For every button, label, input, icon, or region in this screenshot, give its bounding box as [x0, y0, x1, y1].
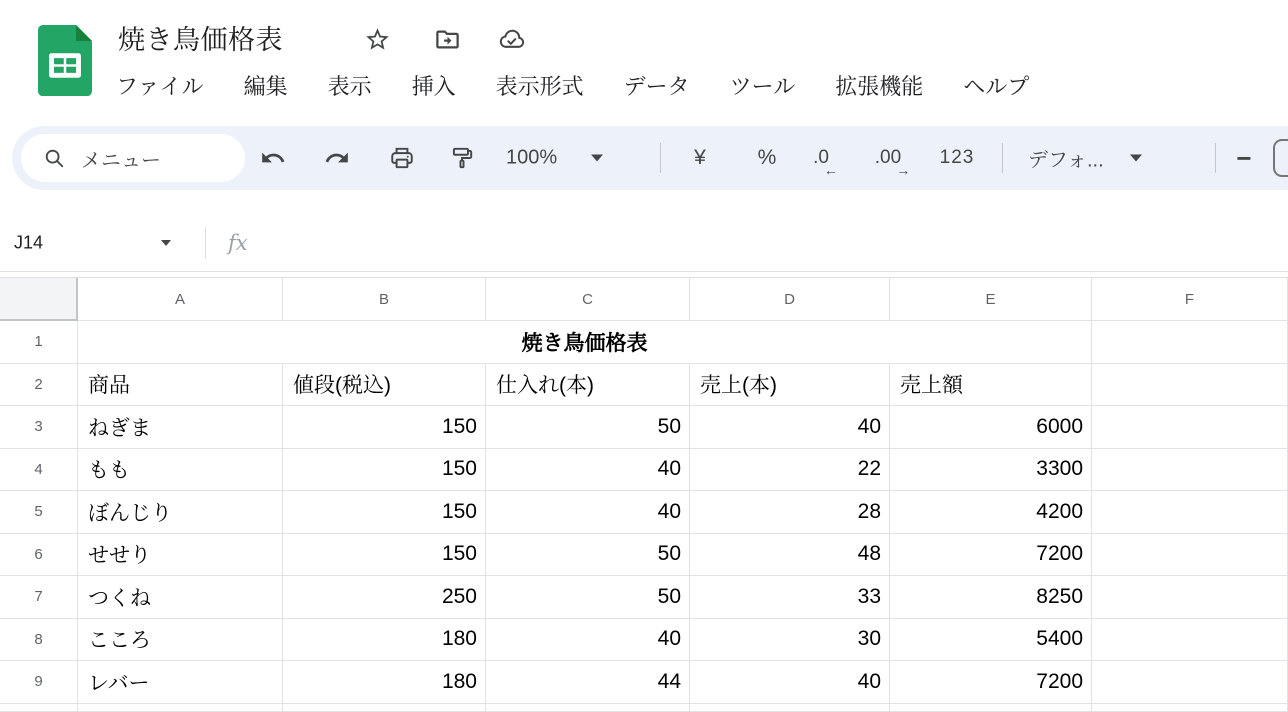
chevron-down-icon	[1130, 155, 1142, 162]
merged-title-cell[interactable]: 焼き鳥価格表	[78, 321, 1092, 364]
cell[interactable]: 33	[690, 576, 890, 619]
menu-item-6[interactable]: ツール	[729, 74, 796, 99]
select-all-corner[interactable]	[0, 278, 78, 321]
toolbar-divider	[660, 143, 661, 173]
menu-item-1[interactable]: 編集	[243, 74, 288, 99]
cell[interactable]	[1092, 491, 1288, 534]
header-cell[interactable]: 売上額	[890, 364, 1092, 407]
row-header-2[interactable]: 2	[0, 364, 78, 407]
cell[interactable]: 3300	[890, 449, 1092, 492]
chevron-down-icon	[591, 155, 603, 162]
header-cell[interactable]: 商品	[78, 364, 283, 407]
undo-icon	[260, 145, 286, 171]
cell[interactable]: 50	[486, 576, 690, 619]
cell[interactable]	[1092, 661, 1288, 704]
cell[interactable]	[1092, 619, 1288, 662]
star-button[interactable]	[362, 24, 392, 54]
redo-button[interactable]	[317, 138, 357, 178]
cell[interactable]: 40	[690, 406, 890, 449]
cell[interactable]: 40	[486, 619, 690, 662]
move-to-folder-button[interactable]	[432, 24, 462, 54]
cell[interactable]: つくね	[78, 576, 283, 619]
cell[interactable]	[1092, 704, 1288, 712]
cell[interactable]: ぼんじり	[78, 491, 283, 534]
document-title[interactable]: 焼き鳥価格表	[118, 25, 283, 55]
redo-icon	[324, 145, 350, 171]
cell[interactable]	[1092, 406, 1288, 449]
cell[interactable]	[1092, 364, 1288, 407]
cell[interactable]: こころ	[78, 619, 283, 662]
font-size-input[interactable]	[1273, 139, 1288, 177]
menu-item-7[interactable]: 拡張機能	[835, 74, 924, 99]
menu-item-8[interactable]: ヘルプ	[963, 74, 1030, 99]
cell[interactable]	[283, 704, 486, 712]
print-button[interactable]	[382, 138, 422, 178]
menu-item-2[interactable]: 表示	[327, 74, 372, 99]
formula-bar-divider	[205, 227, 206, 259]
sheets-logo[interactable]	[38, 25, 92, 87]
cell[interactable]: 22	[690, 449, 890, 492]
decrease-font-size-button[interactable]: −	[1222, 138, 1266, 178]
row-header-7[interactable]: 7	[0, 576, 78, 619]
increase-decimal-button[interactable]	[866, 138, 910, 178]
cell[interactable]: 180	[283, 619, 486, 662]
cell[interactable]: 8250	[890, 576, 1092, 619]
cell[interactable]: 6000	[890, 406, 1092, 449]
column-header-F[interactable]: F	[1092, 278, 1288, 321]
row-header-3[interactable]: 3	[0, 406, 78, 449]
menu-item-0[interactable]: ファイル	[116, 74, 204, 99]
decrease-decimal-button[interactable]	[799, 138, 843, 178]
column-header-D[interactable]: D	[690, 278, 890, 321]
row-header-1[interactable]: 1	[0, 321, 78, 364]
percent-format-button[interactable]: %	[745, 138, 789, 178]
search-menus-button[interactable]	[21, 134, 245, 182]
row-header-8[interactable]: 8	[0, 619, 78, 662]
cell[interactable]: 40	[486, 449, 690, 492]
column-header-E[interactable]: E	[890, 278, 1092, 321]
cell[interactable]: 50	[486, 534, 690, 577]
cell[interactable]: 44	[486, 661, 690, 704]
header-cell[interactable]: 売上(本)	[690, 364, 890, 407]
header-cell[interactable]: 仕入れ(本)	[486, 364, 690, 407]
cell[interactable]: 5400	[890, 619, 1092, 662]
chevron-down-icon[interactable]	[161, 240, 171, 246]
cell[interactable]: 40	[486, 491, 690, 534]
cell[interactable]: 150	[283, 449, 486, 492]
toolbar-divider	[1215, 143, 1216, 173]
column-header-A[interactable]: A	[78, 278, 283, 321]
print-icon	[389, 145, 415, 171]
cell[interactable]: レバー	[78, 661, 283, 704]
cell[interactable]: せせり	[78, 534, 283, 577]
cell[interactable]: 4200	[890, 491, 1092, 534]
menu-bar	[116, 70, 1029, 104]
row-header-9[interactable]: 9	[0, 661, 78, 704]
column-header-B[interactable]: B	[283, 278, 486, 321]
cell[interactable]: 7200	[890, 534, 1092, 577]
cell[interactable]	[1092, 449, 1288, 492]
cell[interactable]	[890, 704, 1092, 712]
name-box[interactable]: J14	[14, 232, 44, 252]
spreadsheet-grid	[0, 277, 1288, 712]
search-icon	[43, 147, 65, 169]
toolbar-divider	[1002, 143, 1003, 173]
paint-format-button[interactable]	[442, 138, 482, 178]
header-cell[interactable]: 値段(税込)	[283, 364, 486, 407]
row-header-5[interactable]: 5	[0, 491, 78, 534]
folder-move-icon	[434, 26, 461, 53]
cell[interactable]: 150	[283, 406, 486, 449]
cell[interactable]	[486, 704, 690, 712]
menu-item-3[interactable]: 挿入	[411, 74, 456, 99]
sheets-logo-icon	[38, 25, 92, 96]
cell[interactable]: 28	[690, 491, 890, 534]
fx-icon: fx	[228, 230, 248, 255]
formula-bar	[0, 214, 1288, 272]
row-header-6[interactable]: 6	[0, 534, 78, 577]
cell[interactable]: 30	[690, 619, 890, 662]
increase-decimal-icon: .00 →	[874, 147, 911, 178]
currency-format-button[interactable]: ¥	[678, 138, 722, 178]
cell[interactable]: 150	[283, 534, 486, 577]
cell[interactable]	[1092, 576, 1288, 619]
row-header-4[interactable]: 4	[0, 449, 78, 492]
cell[interactable]: 150	[283, 491, 486, 534]
zoom-selector[interactable]	[506, 147, 603, 170]
menu-item-5[interactable]: データ	[623, 74, 690, 99]
decrease-decimal-icon: .0 ←	[813, 147, 838, 178]
cloud-saved-icon	[498, 26, 525, 53]
cell[interactable]	[1092, 321, 1288, 364]
document-status-button[interactable]	[496, 24, 526, 54]
undo-button[interactable]	[253, 138, 293, 178]
cell[interactable]: もも	[78, 449, 283, 492]
toolbar	[12, 126, 1288, 190]
cell[interactable]: 180	[283, 661, 486, 704]
font-selector-value: デフォ...	[1028, 149, 1104, 172]
zoom-value: 100%	[506, 146, 558, 169]
cell[interactable]	[690, 704, 890, 712]
cell[interactable]	[1092, 534, 1288, 577]
font-selector[interactable]	[1028, 144, 1142, 173]
search-menus-label: メニュー	[81, 149, 161, 172]
cell[interactable]: 50	[486, 406, 690, 449]
menu-item-4[interactable]: 表示形式	[495, 74, 584, 99]
cell[interactable]: 7200	[890, 661, 1092, 704]
cell[interactable]: 40	[690, 661, 890, 704]
row-header-10[interactable]	[0, 704, 78, 712]
cell[interactable]: ねぎま	[78, 406, 283, 449]
cell[interactable]: 48	[690, 534, 890, 577]
cell[interactable]	[78, 704, 283, 712]
star-icon	[364, 26, 391, 53]
cell[interactable]: 250	[283, 576, 486, 619]
column-header-C[interactable]: C	[486, 278, 690, 321]
more-formats-button[interactable]: 123	[935, 138, 979, 178]
paint-roller-icon	[449, 145, 475, 171]
